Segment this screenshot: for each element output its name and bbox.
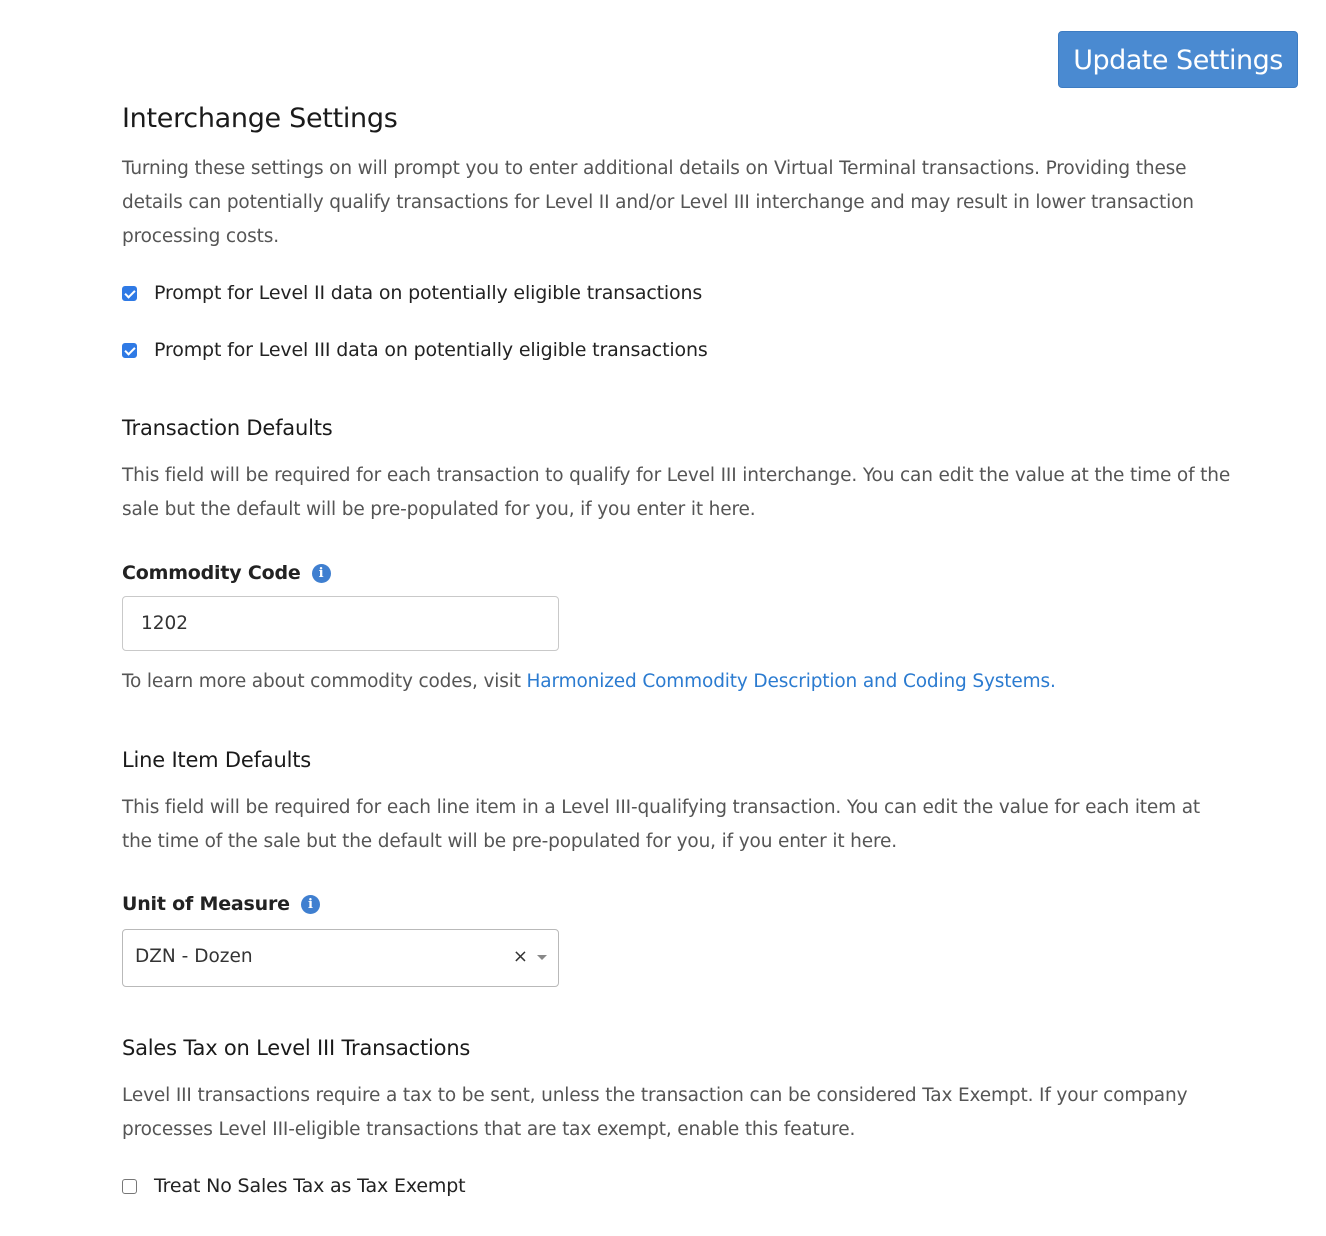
update-settings-button[interactable]: Update Settings	[1058, 31, 1298, 88]
commodity-learn-more	[122, 665, 1232, 699]
sales-tax-title: Sales Tax on Level III Transactions	[122, 1036, 471, 1060]
learn-more-suffix: .	[1049, 671, 1056, 692]
line-item-defaults-title: Line Item Defaults	[122, 748, 311, 772]
commodity-code-input[interactable]: 1202	[122, 596, 559, 651]
chevron-down-icon[interactable]	[537, 955, 547, 960]
line-item-defaults-description: This field will be required for each line item in a Level III-qualifying transaction. You can edit the value for each item at the time of the sale but the default will be pre-populated for you, if you enter it here.	[122, 797, 1201, 852]
transaction-defaults-description: This field will be required for each transaction to qualify for Level III interchange. You can edit the value at the time of the sale but the default will be pre-populated for you, if you enter it here.	[122, 465, 1231, 520]
commodity-code-label-text: Commodity Code	[122, 562, 301, 584]
unit-of-measure-select[interactable]	[122, 929, 559, 987]
level-ii-checkbox-row[interactable]	[122, 282, 702, 304]
interchange-description: Turning these settings on will prompt you to enter additional details on Virtual Terminal transactions. Providing these details can potentially qualify transactions for Level II and/or Level III interchange and may result in lower transaction processing costs.	[122, 158, 1194, 247]
harmonized-commodity-link[interactable]: Harmonized Commodity Description and Coding Systems	[526, 671, 1050, 692]
sales-tax-description: Level III transactions require a tax to be sent, unless the transaction can be considered Tax Exempt. If your company processes Level III-eligible transactions that are tax exempt, enable this feature.	[122, 1085, 1188, 1140]
unit-of-measure-label	[122, 893, 320, 915]
tax-exempt-checkbox-row[interactable]	[122, 1175, 465, 1197]
transaction-defaults-title: Transaction Defaults	[122, 416, 333, 440]
interchange-settings-title: Interchange Settings	[122, 103, 398, 134]
tax-exempt-checkbox[interactable]	[122, 1179, 137, 1194]
level-iii-checkbox[interactable]	[122, 343, 137, 358]
clear-icon[interactable]: ×	[512, 946, 528, 967]
level-iii-checkbox-label: Prompt for Level III data on potentially eligible transactions	[154, 339, 708, 361]
unit-of-measure-value: DZN - Dozen	[135, 946, 253, 967]
commodity-code-label	[122, 562, 331, 584]
learn-more-prefix: To learn more about commodity codes, visit	[122, 671, 527, 692]
level-iii-checkbox-row[interactable]	[122, 339, 708, 361]
unit-of-measure-label-text: Unit of Measure	[122, 893, 290, 915]
info-icon[interactable]: i	[312, 564, 331, 583]
level-ii-checkbox[interactable]	[122, 286, 137, 301]
level-ii-checkbox-label: Prompt for Level II data on potentially eligible transactions	[154, 282, 703, 304]
info-icon[interactable]: i	[301, 895, 320, 914]
tax-exempt-checkbox-label: Treat No Sales Tax as Tax Exempt	[154, 1175, 466, 1197]
